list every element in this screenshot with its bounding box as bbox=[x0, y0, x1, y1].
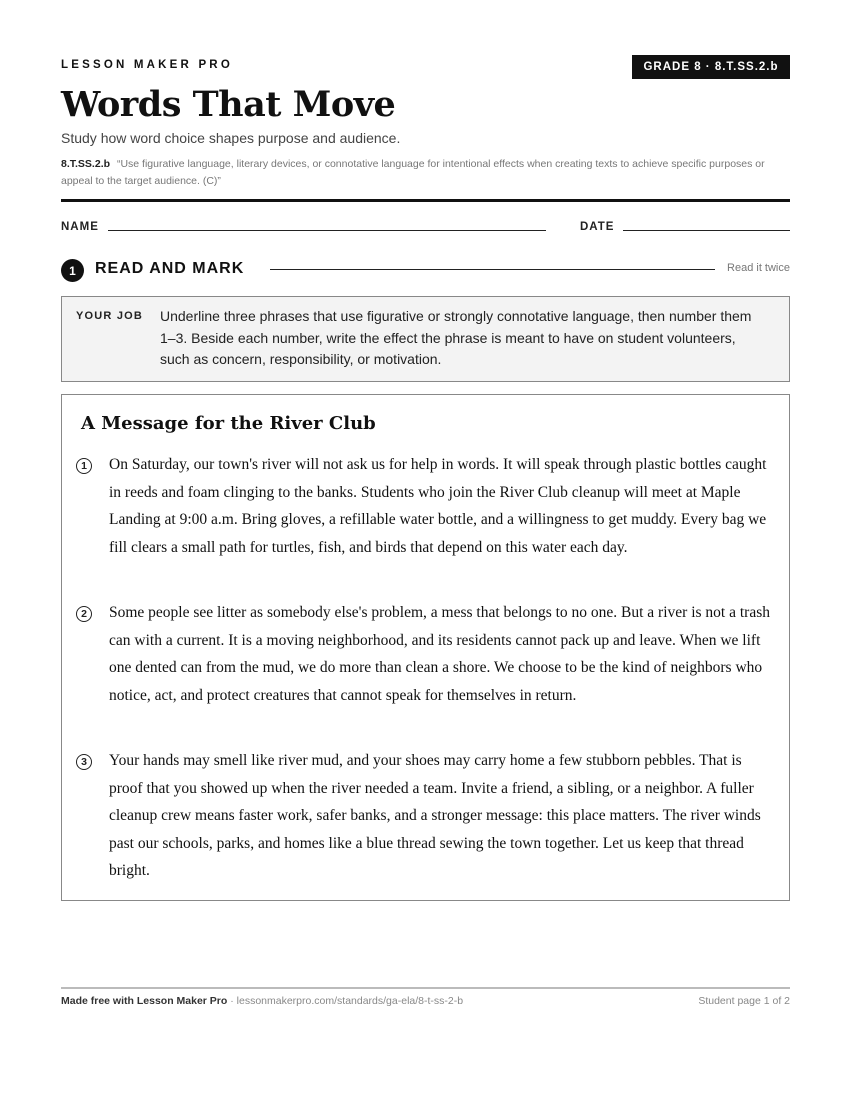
standard-code: 8.T.SS.2.b bbox=[61, 158, 111, 170]
passage-box bbox=[61, 394, 790, 901]
brand-name: LESSON MAKER PRO bbox=[61, 59, 233, 71]
footer-separator: · bbox=[227, 995, 237, 1007]
standard-text: “Use figurative language, literary devices, or connotative language for intentional effects when creating texts to achieve specific purposes or appeal to the target audience. (C)” bbox=[61, 158, 765, 187]
header-divider bbox=[61, 199, 790, 202]
page-indicator: Student page 1 of 2 bbox=[698, 995, 790, 1007]
section-hint: Read it twice bbox=[727, 262, 790, 274]
grade-badge: GRADE 8 · 8.T.SS.2.b bbox=[632, 55, 790, 79]
footer-divider bbox=[61, 987, 790, 989]
date-field[interactable] bbox=[623, 230, 790, 231]
footer-credit bbox=[61, 995, 463, 1007]
paragraph-number-badge: 2 bbox=[76, 606, 92, 622]
page-title: Words That Move bbox=[61, 84, 396, 125]
section-title: READ AND MARK bbox=[95, 260, 245, 277]
footer-url-link[interactable]: lessonmakerpro.com/standards/ga-ela/8-t-ss-2-b bbox=[236, 995, 464, 1007]
paragraph-text: Your hands may smell like river mud, and your shoes may carry home a few stubborn pebbles. That is proof that you showed up when the river needed a team. Invite a friend, a sibling, or a neighbor. A fuller cleanup crew means faster work, safer banks, and a stronger message: this place matters. The river winds past our schools, parks, and homes like a blue thread sewing the town together. Let us keep that thread bright. bbox=[109, 752, 761, 880]
paragraph-number-badge: 3 bbox=[76, 754, 92, 770]
date-label: DATE bbox=[580, 221, 615, 233]
instructions-box bbox=[61, 296, 790, 382]
instructions-label: YOUR JOB bbox=[76, 310, 144, 322]
section-divider bbox=[270, 269, 715, 270]
section-number-badge: 1 bbox=[61, 259, 84, 282]
standard-statement bbox=[61, 156, 790, 190]
instructions-text: Underline three phrases that use figurative or strongly connotative language, then number them 1–3. Beside each number, write the effect the phrase is meant to have on student volunteers, such as concern, responsibility, or motivation. bbox=[160, 308, 752, 367]
passage-title: A Message for the River Club bbox=[81, 413, 376, 434]
paragraph-text: Some people see litter as somebody else's problem, a mess that belongs to no one. But a river is not a trash can with a current. It is a moving neighborhood, and its residents cannot pack up and leave. When we lift one dented can from the mud, we do more than clean a shore. We choose to be the kind of neighbors who notice, act, and protect creatures that cannot speak for themselves in return. bbox=[109, 604, 770, 704]
paragraph-text: On Saturday, our town's river will not ask us for help in words. It will speak through plastic bottles caught in reeds and foam clinging to the banks. Students who join the River Club cleanup will meet at Maple Landing at 9:00 a.m. Bring gloves, a refillable water bottle, and a willingness to get muddy. Every bag we fill clears a small path for turtles, fish, and birds that depend on this water each day. bbox=[109, 456, 767, 556]
page-subtitle: Study how word choice shapes purpose and audience. bbox=[61, 130, 401, 146]
name-field[interactable] bbox=[108, 230, 546, 231]
paragraph-number-badge: 1 bbox=[76, 458, 92, 474]
name-label: NAME bbox=[61, 221, 99, 233]
footer-made-with: Made free with Lesson Maker Pro bbox=[61, 995, 228, 1007]
